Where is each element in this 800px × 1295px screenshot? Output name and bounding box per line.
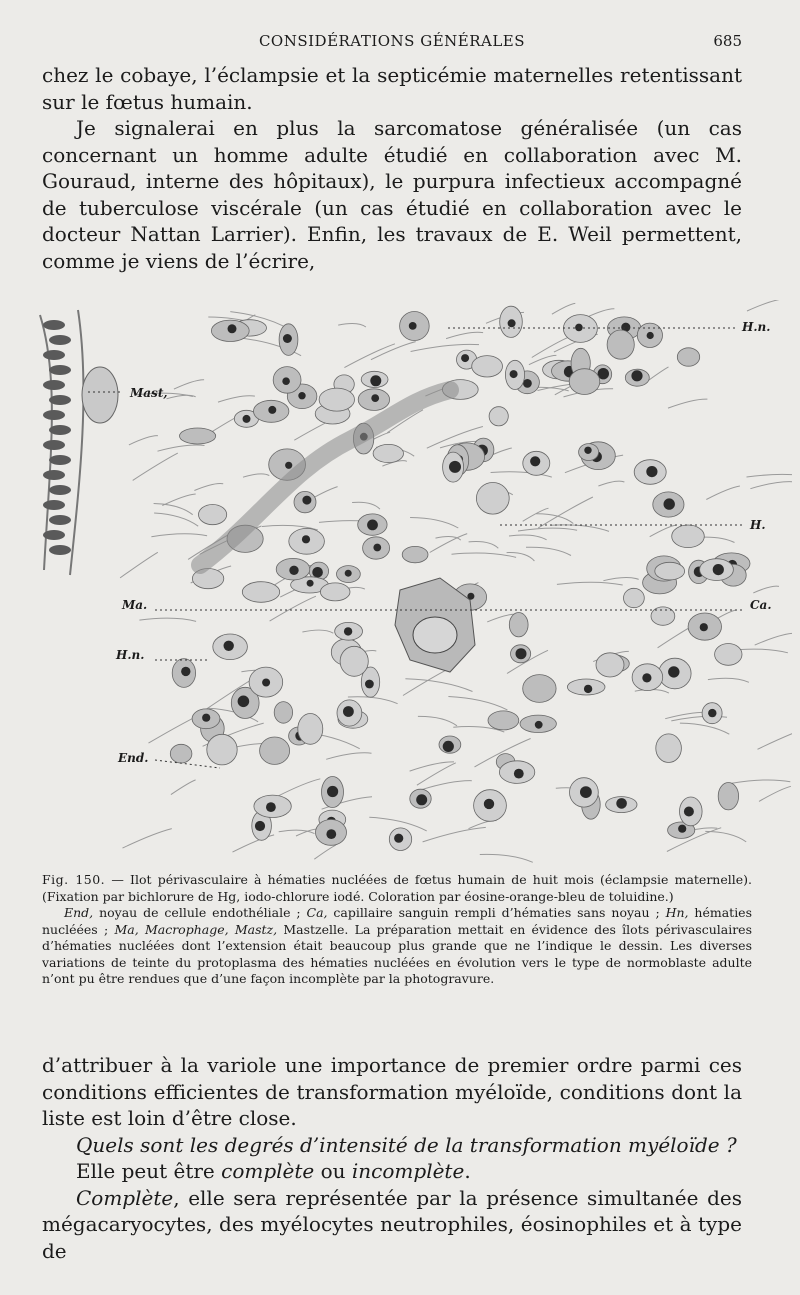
connective-fiber [410, 518, 458, 529]
nucleated-red-cell [655, 562, 685, 580]
nucleated-red-cell [489, 407, 508, 426]
text-run: complète [221, 1159, 315, 1183]
cell-nucleus [282, 377, 290, 385]
vessel-cell [49, 395, 71, 405]
cell-nucleus [394, 834, 403, 843]
connective-fiber [708, 678, 749, 682]
connective-fiber [557, 582, 623, 585]
nucleated-red-cell [488, 711, 519, 730]
caption-text: — Ilot périvasculaire à hématies nucléées de fœtus humain de huit mois (éclampsie maternelle). (Fixation par bichlorure de Hg, iodo-chlorure iodé. Coloration par éosine-orange-bleu de toluidine.) [42, 872, 752, 904]
cell-nucleus [684, 807, 694, 817]
cell-nucleus [449, 461, 461, 473]
nucleated-red-cell [715, 644, 742, 666]
connective-fiber [123, 829, 172, 849]
connective-fiber [120, 552, 158, 578]
cell-nucleus [365, 680, 374, 689]
vessel-cell [43, 410, 65, 420]
cell-nucleus [268, 406, 276, 414]
cell-nucleus [255, 821, 265, 831]
cell-nucleus [584, 447, 591, 454]
nucleated-red-cell [199, 505, 227, 525]
vessel-cell [49, 455, 71, 465]
cell-nucleus [238, 696, 250, 708]
connective-fiber [218, 396, 255, 402]
cell-nucleus [289, 566, 298, 575]
cell-nucleus [326, 829, 336, 839]
cell-nucleus [484, 799, 494, 809]
cell-nucleus [616, 798, 627, 809]
connective-fiber [410, 762, 454, 771]
label-ca: Ca. [750, 598, 772, 612]
cell-nucleus [266, 802, 276, 812]
connective-fiber [174, 380, 204, 389]
connective-fiber [344, 344, 395, 368]
nucleated-red-cell [672, 525, 705, 548]
connective-fiber [421, 781, 472, 790]
nucleated-red-cell [340, 646, 368, 676]
cell-nucleus [327, 786, 338, 797]
vessel-cell [43, 350, 65, 360]
vessel-cell [49, 545, 71, 555]
nucleated-red-cell [180, 428, 216, 444]
connective-fiber [469, 542, 499, 549]
histology-figure [30, 300, 792, 870]
connective-fiber [706, 486, 740, 500]
cell-nucleus [642, 673, 651, 682]
label-ma: Ma. [122, 598, 148, 612]
vessel-strip [40, 310, 118, 575]
cell-nucleus [580, 786, 592, 798]
vessel-cell [49, 485, 71, 495]
label-hn-top: H.n. [742, 320, 771, 334]
cell-nucleus [416, 794, 427, 805]
connective-fiber [423, 827, 486, 842]
label-h: H. [750, 518, 766, 532]
connective-fiber [352, 502, 380, 509]
cell-nucleus [535, 721, 543, 729]
connective-fiber [162, 494, 195, 506]
nucleated-red-cell [569, 369, 600, 395]
cell-nucleus [514, 769, 524, 779]
cell-nucleus [646, 466, 657, 477]
connective-fiber [167, 395, 196, 399]
nucleated-red-cell [509, 613, 528, 637]
connective-fiber [526, 547, 571, 555]
nucleated-red-cell [402, 546, 428, 562]
connective-fiber [314, 845, 336, 859]
nucleated-red-cell [656, 734, 682, 763]
nucleated-red-cell [274, 702, 292, 724]
nucleated-red-cell [607, 330, 634, 359]
connective-fiber [302, 630, 333, 633]
connective-fiber [523, 508, 549, 521]
connective-fiber [129, 436, 158, 445]
connective-fiber [509, 535, 547, 540]
connective-fiber [507, 553, 535, 561]
caption-text: noyau de cellule endothéliale ; [93, 905, 307, 920]
nucleated-red-cell [596, 653, 624, 677]
nucleated-red-cell [207, 734, 237, 765]
connective-fiber [446, 332, 483, 338]
cell-nucleus [345, 570, 352, 577]
cell-nucleus [283, 334, 292, 343]
nucleated-red-cell [260, 737, 290, 764]
question-line: Quels sont les degrés d’intensité de la transformation myéloïde ? [76, 1132, 737, 1157]
connective-fiber [732, 780, 791, 783]
connective-fiber [448, 697, 507, 710]
cell-nucleus [302, 496, 311, 505]
label-end: End. [118, 751, 149, 765]
caption-text: hématies nucléées ; [42, 905, 752, 937]
connective-fiber [518, 528, 577, 531]
cell-nucleus [510, 370, 518, 378]
connective-fiber [133, 453, 178, 480]
connective-fiber [759, 786, 791, 801]
cell-nucleus [647, 332, 654, 339]
cell-nucleus [508, 319, 516, 327]
body-text-top [42, 62, 742, 274]
cell-nucleus [181, 667, 190, 676]
text-run: . [464, 1159, 471, 1183]
cell-nucleus [371, 394, 379, 402]
cell-nucleus [367, 520, 378, 531]
vessel-cell [49, 515, 71, 525]
connective-fiber [758, 724, 793, 750]
cell-nucleus [575, 324, 583, 332]
vessel-cell [43, 320, 65, 330]
cell-nucleus [516, 648, 527, 659]
nucleated-red-cell [624, 588, 645, 607]
running-title: CONSIDÉRATIONS GÉNÉRALES [258, 32, 526, 50]
cell-nucleus [461, 354, 469, 362]
connective-fiber [680, 723, 729, 734]
vessel-cell [43, 440, 65, 450]
connective-fiber [753, 586, 779, 593]
cell-nucleus [373, 544, 381, 552]
cell-nucleus [584, 685, 592, 693]
caption-term: Ma, Macrophage, Mastz, [114, 921, 278, 937]
connective-fiber [755, 633, 792, 645]
text-run: incomplète [351, 1159, 465, 1183]
connective-fiber [747, 300, 784, 311]
connective-fiber [417, 763, 456, 785]
paragraph: Je signalerai en plus la sarcomatose généralisée (un cas concernant un homme adulte étudié en collaboration avec M. Gouraud, interne des hôpitaux), le purpura infectieux accompagné de tuberculose viscérale (un cas étudié en collaboration avec le docteur Nattan Larrier). Enfin, les travaux de E. Weil permettent, comme je viens de l’écrire, [42, 116, 742, 273]
connective-fiber [270, 596, 316, 621]
figure-caption [42, 872, 752, 988]
text-run: ou [314, 1159, 352, 1183]
connective-fiber [668, 399, 707, 408]
connective-fiber [452, 553, 517, 557]
text-run: Complète [76, 1185, 174, 1210]
connective-fiber [151, 534, 207, 537]
vessel-cell [49, 335, 71, 345]
cell-nucleus [224, 641, 234, 651]
connective-fiber [139, 618, 196, 621]
text-run: Elle peut être [76, 1159, 222, 1183]
vessel-cell [43, 530, 65, 540]
nucleated-red-cell [718, 783, 738, 810]
vessel-cell [43, 500, 65, 510]
connective-fiber [243, 474, 269, 477]
nucleated-red-cell [242, 582, 279, 603]
cell-nucleus [307, 580, 314, 587]
cell-nucleus [344, 627, 352, 635]
paragraph [42, 1158, 742, 1185]
cell-nucleus [302, 535, 310, 543]
cell-nucleus [262, 679, 270, 687]
cell-nucleus [343, 706, 354, 717]
connective-fiber [480, 854, 533, 862]
caption-term: Ca, [306, 905, 328, 920]
cell-nucleus [664, 498, 675, 509]
nucleated-red-cell [373, 444, 403, 462]
cell-nucleus [409, 322, 417, 330]
nucleated-red-cell [320, 583, 350, 601]
paragraph [42, 1185, 742, 1265]
nucleated-red-cell [523, 675, 556, 703]
connective-fiber [750, 482, 792, 489]
cell-nucleus [668, 666, 679, 677]
cell-nucleus [243, 415, 251, 423]
connective-fiber [158, 445, 205, 451]
connective-fiber [536, 514, 573, 524]
running-header [42, 32, 742, 56]
text-run: , elle sera représentée par la présence simultanée des mégacaryocytes, des myélocytes neutrophiles, éosinophiles et à type de [42, 1185, 742, 1263]
cell-nucleus [530, 456, 540, 466]
connective-fiber [603, 577, 638, 580]
cell-nucleus [202, 714, 210, 722]
paragraph: d’attribuer à la variole une importance de premier ordre parmi ces conditions efficientes de transformation myéloïde, conditions dont la liste est loin d’être close. [42, 1053, 742, 1130]
caption-term: Hn, [665, 905, 689, 920]
nucleated-red-cell [476, 483, 509, 515]
vessel-cell [49, 425, 71, 435]
cell-nucleus [285, 462, 292, 469]
page-number: 685 [713, 32, 742, 50]
paragraph: chez le cobaye, l’éclampsie et la septicémie maternelles retentissant sur le fœtus humain. [42, 63, 742, 114]
connective-fiber [552, 303, 575, 314]
cell-nucleus [298, 392, 305, 399]
caption-text: capillaire sanguin rempli d’hématies sans noyau ; [327, 905, 666, 920]
connective-fiber [338, 323, 366, 327]
nucleated-red-cell [677, 348, 699, 366]
connective-fiber [194, 484, 223, 491]
connective-fiber [326, 753, 371, 759]
connective-fiber [405, 679, 472, 692]
connective-fiber [171, 780, 196, 795]
connective-fiber [598, 481, 624, 486]
caption-text: Mastzelle. La préparation mettait en évidence des îlots périvasculaires d’hématies nucléées dont l’extension était beaucoup plus grande que ne l’indique le dessin. Les diverses variations de teinte du protoplasma des hématies nucléées en évolution vers le type de normoblaste adulte n’ont pu être rendues que d’une façon incomplète par la photogravure. [42, 921, 752, 986]
label-hn-left: H.n. [116, 648, 145, 662]
connective-fiber [278, 779, 321, 797]
nucleated-red-cell [170, 744, 192, 763]
caption-term: End, [64, 905, 94, 920]
connective-fiber [747, 474, 793, 477]
cell-nucleus [678, 825, 686, 833]
connective-fiber [418, 716, 457, 725]
vessel-cell [49, 365, 71, 375]
vessel-cell [43, 470, 65, 480]
cell-nucleus [312, 567, 323, 578]
body-text-bottom [42, 1052, 742, 1264]
cell-nucleus [631, 370, 642, 381]
connective-fiber [705, 831, 746, 842]
cell-nucleus [443, 741, 454, 752]
cell-nucleus [700, 623, 708, 631]
vessel-cell [43, 380, 65, 390]
cell-nucleus [228, 324, 237, 333]
connective-fiber [154, 513, 198, 526]
nucleated-red-cell [472, 356, 503, 377]
label-mast: Mast, [130, 386, 168, 400]
cell-nucleus [713, 564, 724, 575]
cell-nucleus [708, 709, 716, 717]
figure-reference: Fig. 150. [42, 872, 106, 887]
nucleated-red-cell [298, 714, 323, 745]
cell-nucleus [370, 375, 381, 386]
connective-fiber [538, 497, 593, 528]
nucleated-red-cell [319, 388, 354, 411]
